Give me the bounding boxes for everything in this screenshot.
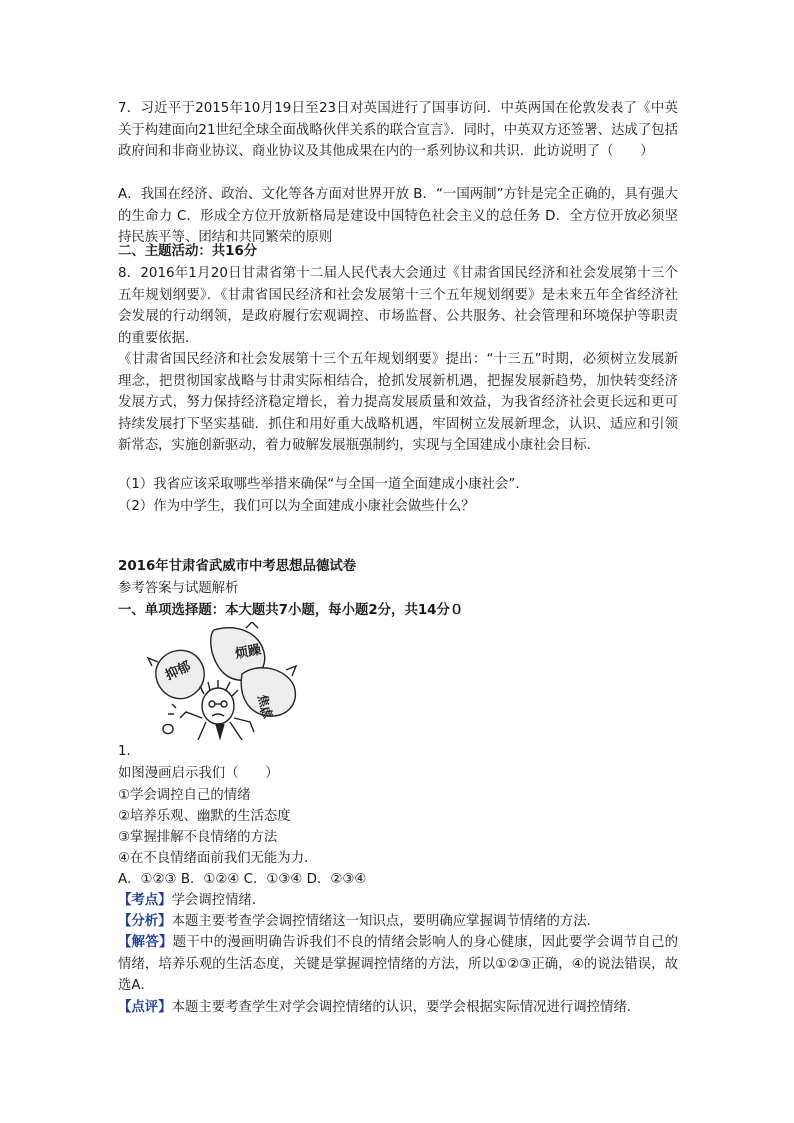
dianping-text: 本题主要考查学生对学会调控情绪的认识，要学会根据实际情况进行调控情绪． — [171, 1000, 641, 1015]
jieda-tag: 【解答】 — [118, 935, 173, 950]
question-7-options: A．我国在经济、政治、文化等各方面对世界开放 B．“一国两制”方针是完全正确的，具有强大的生命力 C．形成全方位开放新格局是建设中国特色社会主义的总任务 D．全方位开放必须坚持民族平等、团结和共同繁荣的原则 — [118, 187, 678, 245]
answer-subtitle: 参考答案与试题解析 — [118, 581, 239, 596]
question-1-number: 1． — [118, 744, 140, 759]
question-1-stem: 如图漫画启示我们（ ） — [118, 766, 279, 781]
section-1-heading: 一、单项选择题：本大题共7小题，每小题2分，共14分０ — [118, 603, 464, 618]
fenxi-text: 本题主要考查学会调控情绪这一知识点，要明确应掌握调节情绪的方法． — [171, 914, 601, 929]
jieda-text: 题干中的漫画明确告诉我们不良的情绪会影响人的身心健康，因此要学会调节自己的情绪，培养乐观的生活态度，关键是掌握调控情绪的方法，所以①②③正确，④的说法错误，故选A． — [118, 935, 679, 993]
question-8-sub-2: （2）作为中学生，我们可以为全面建成小康社会做些什么？ — [118, 499, 475, 514]
dianping-paragraph — [118, 997, 678, 1019]
fenxi-paragraph — [118, 911, 678, 933]
jieda-paragraph — [118, 932, 678, 997]
question-8-quote: 《甘肃省国民经济和社会发展第十三个五年规划纲要》提出：“十三五”时期，必须树立发展新理念，把贯彻国家战略与甘肃实际相结合，抢抓发展新机遇，把握发展新趋势，加快转变经济发展方式，努力保持经济稳定增长，着力提高发展质量和效益，为我省经济社会更长远和更可持续发展打下坚实基础．抓住和用好重大战略机遇，牢固树立发展新理念，认识、适应和引领新常态，实施创新驱动，着力破解发展瓶强制约，实现与全国建成小康社会目标． — [118, 352, 678, 453]
cartoon-illustration — [146, 622, 300, 740]
question-1-item-2: ②培养乐观、幽默的生活态度 — [118, 809, 291, 824]
cartoon-label-anxious: 焦虑 — [255, 693, 275, 720]
dianping-tag: 【点评】 — [118, 1000, 172, 1015]
question-1-item-4: ④在不良情绪面前我们无能为力． — [118, 851, 318, 866]
answer-title: 2016年甘肃省武威市中考思想品德试卷 — [118, 559, 357, 574]
question-8-sub-1: （1）我省应该采取哪些举措来确保“与全国一道全面建成小康社会”． — [118, 477, 529, 492]
question-1-item-3: ③掌握排解不良情绪的方法 — [118, 830, 278, 845]
cartoon-label-irritable: 烦躁 — [234, 642, 263, 662]
fenxi-tag: 【分析】 — [118, 914, 172, 929]
kaodian-paragraph — [118, 890, 678, 912]
kaodian-text: 学会调控情绪． — [171, 893, 266, 908]
question-7-text: 7．习近平于2015年10月19日至23日对英国进行了国事访问．中英两国在伦敦发表了《中英关于构建面向21世纪全球全面战略伙伴关系的联合宣言》．同时，中英双方还签署、达成了包括政府间和非商业协议、商业协议及其他成果在内的一系列协议和共识．此访说明了（ ） — [118, 101, 678, 159]
section-2-heading: 二、主题活动：共16分 — [118, 244, 258, 259]
question-8-intro: 8．2016年1月20日甘肃省第十二届人民代表大会通过《甘肃省国民经济和社会发展第十三个五年规划纲要》．《甘肃省国民经济和社会发展第十三个五年规划纲要》是未来五年全省经济社会发展的行动纲领，是政府履行宏观调控、市场监督、公共服务、社会管理和环境保护等职责的重要依据． — [118, 266, 678, 346]
question-1-item-1: ①学会调控自己的情绪 — [118, 788, 251, 803]
kaodian-tag: 【考点】 — [118, 893, 172, 908]
question-1-choices: A．①②③ B．①②④ C．①③④ D．②③④ — [118, 872, 367, 887]
cartoon-label-depressed: 抑郁 — [163, 659, 194, 684]
